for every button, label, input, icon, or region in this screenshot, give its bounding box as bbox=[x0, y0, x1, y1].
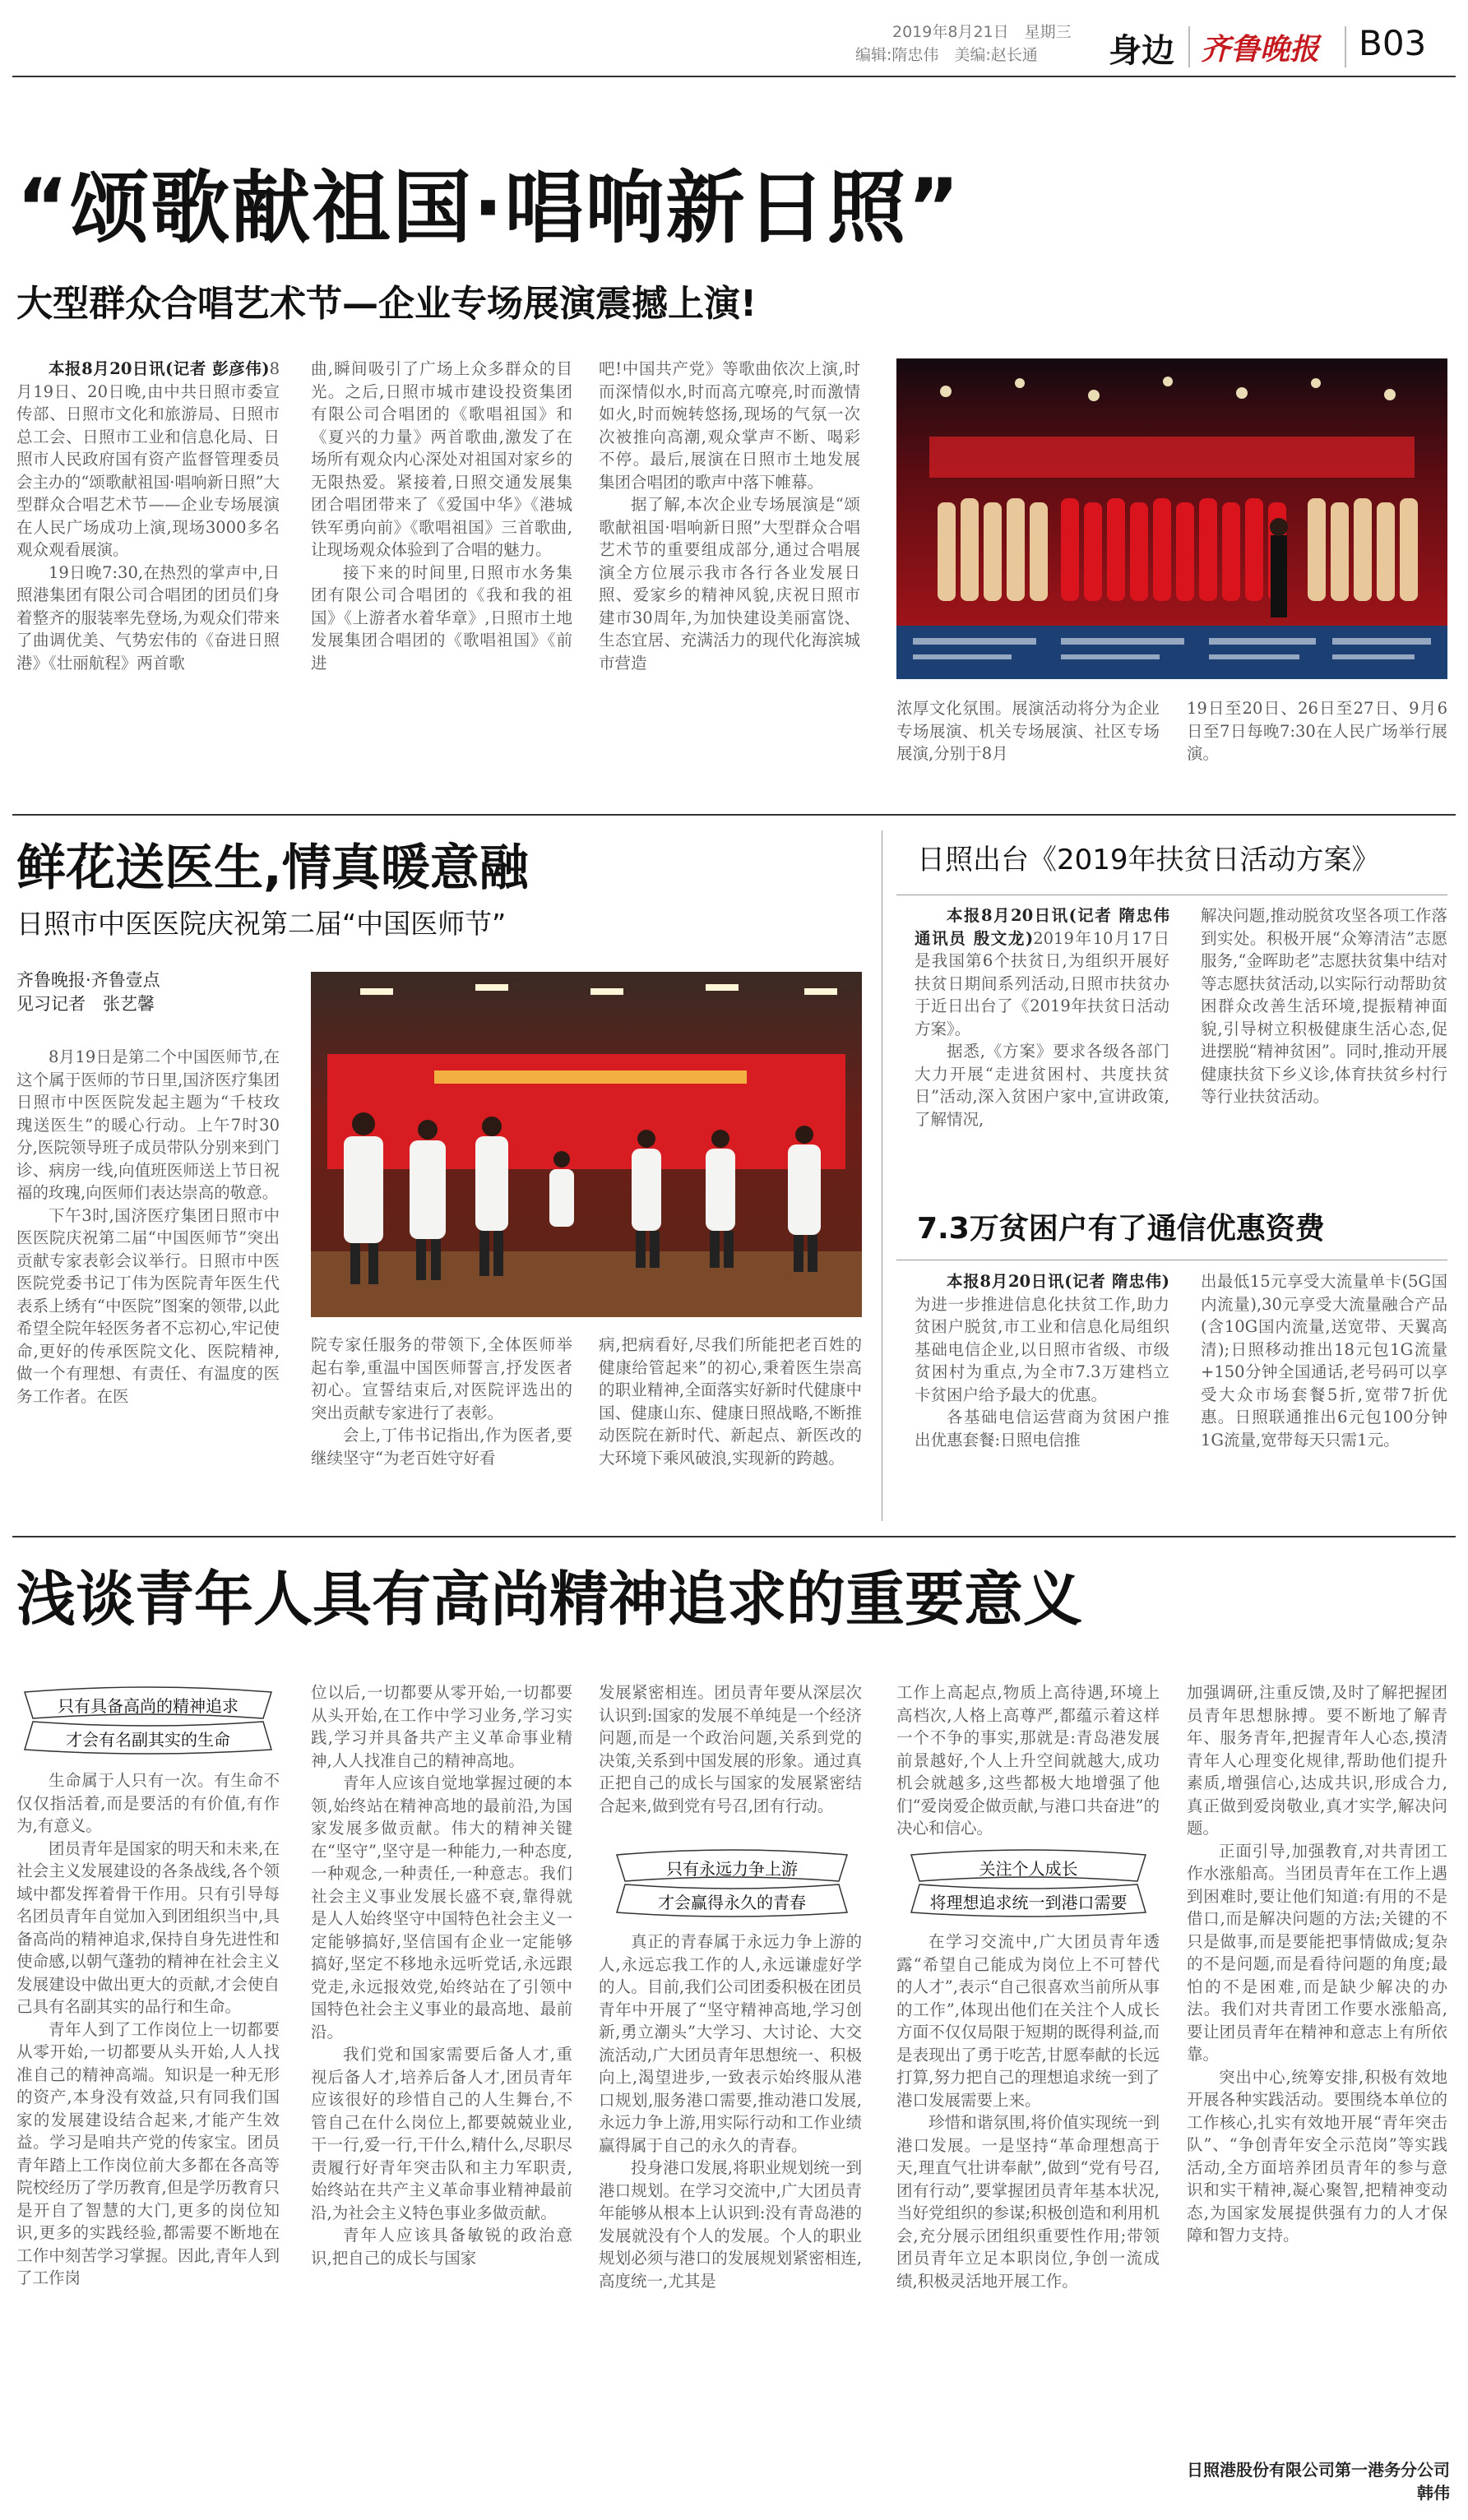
article3-c1b: 据悉,《方案》要求各级各部门大力开展“走进贫困村、共度扶贫日”活动,深入贫困户家中,宣讲政策,了解情况, bbox=[915, 1042, 1169, 1129]
article5-title: 浅谈青年人具有高尚精神追求的重要意义 bbox=[16, 1565, 1083, 1634]
ribbon2-line1: 只有永远力争上游 bbox=[666, 1859, 798, 1879]
article5-c4: 工作上高起点,物质上高待遇,环境上高档次,人格上高尊严,都蕴示着这样一个不争的事实,那就是:青岛港发展前景越好,个人上升空间就越大,成功机会就越多,这些都极大地增强了他们“爱岗爱企做贡献,与港口共奋进”的决心和信心。 bbox=[896, 1683, 1160, 1838]
article1-col2 bbox=[311, 358, 572, 806]
article5-c2c: 我们党和国家需要后备人才,重视后备人才,培养后备人才,团员青年应该很好的珍惜自己的人生舞台,不管自己在什么岗位上,都要兢兢业业,干一行,爱一行,干什么,精什么,尽职尽责履行好青年突击队和主力军职责,始终站在共产主义革命事业精神最前沿,为社会主义特色事业多做贡献。 bbox=[311, 2045, 572, 2222]
article5-c3b: 真正的青春属于永远力争上游的人,永远忘我工作的人,永远谦虚好学的人。目前,我们公司团委积极在团员青年中开展了“坚守精神高地,学习创新,勇立潮头”大学习、大讨论、大交流活动,广大团员青年思想统一、积极向上,渴望进步,一致表示始终服从港口规划,服务港口需要,推动港口发展,永远力争上游,用实际行动和工作业绩赢得属于自己的永久的青春。 bbox=[599, 1932, 862, 2155]
article5-col5 bbox=[1187, 1681, 1447, 2454]
article5-c2d: 青年人应该具备敏锐的政治意识,把自己的成长与国家 bbox=[311, 2226, 572, 2268]
ribbon-heading-1 bbox=[16, 1685, 280, 1755]
header-editors: 编辑:隋忠伟 美编:赵长通 bbox=[855, 46, 1038, 64]
article4-col1 bbox=[915, 1270, 1169, 1521]
article3-c2: 解决问题,推动脱贫攻坚各项工作落到实处。积极开展“众筹清洁”志愿服务,“金晖助老”志愿扶贫集中结对等志愿扶贫活动,以实际行动帮助贫困群众改善生活环境,提振精神面貌,引导树立积极健康生活心态,促进摆脱“精神贫困”。同时,推动开展健康扶贫下乡义诊,体育扶贫乡村行等行业扶贫活动。 bbox=[1201, 906, 1447, 1106]
article1-c4: 浓厚文化氛围。展演活动将分为企业专场展演、机关专场展演、社区专场展演,分别于8月 bbox=[896, 699, 1160, 763]
header-divider-2 bbox=[1345, 26, 1346, 67]
article2-col3 bbox=[599, 1334, 862, 1523]
article2-byline: 齐鲁晚报·齐鲁壹点 见习记者 张艺馨 bbox=[16, 970, 160, 1014]
article3-c1: 2019年10月17日是我国第6个扶贫日,为组织开展好扶贫日期间系列活动,日照市扶贫办于近日出台了《2019年扶贫日活动方案》。 bbox=[915, 928, 1169, 1038]
article4-col2 bbox=[1201, 1270, 1447, 1521]
article1-c5: 19日至20日、26日至27日、9月6日至7日每晚7:30在人民广场举行展演。 bbox=[1187, 699, 1447, 763]
article1-p2: 19日晚7:30,在热烈的掌声中,日照港集团有限公司合唱团的团员们身着整齐的服装率先登场,为观众们带来了曲调优美、气势宏伟的《奋进日照港》《壮丽航程》两首歌 bbox=[16, 562, 280, 673]
article5-col4a bbox=[896, 1681, 1160, 1842]
article5-c3c: 投身港口发展,将职业规划统一到港口规划。在学习交流中,广大团员青年能够从根本上认识到:没有青岛港的发展就没有个人的发展。个人的职业规划必须与港口的发展规划紧密相连,高度统一,尤其是 bbox=[599, 2158, 862, 2291]
header-date: 2019年8月21日 星期三 bbox=[892, 23, 1072, 41]
article2-col2 bbox=[311, 1334, 572, 1523]
article4-c2: 出最低15元享受大流量单卡(5G国内流量),30元享受大流量融合产品(含10G国内流量,送宽带、天翼高清);日照移动推出18元包1G流量+150分钟全国通话,老号码可以享受大众市场套餐5折,宽带7折优惠。日照联通推出6元包100分钟1G流量,宽带每天只需1元。 bbox=[1201, 1272, 1447, 1450]
article4-c1: 为进一步推进信息化扶贫工作,助力贫困户脱贫,市工业和信息化局组织基础电信企业,以日照市省级、市级贫困村为重点,为全市7.3万建档立卡贫困户给予最大的优惠。 bbox=[915, 1294, 1169, 1404]
article3-col1 bbox=[915, 904, 1169, 1192]
article1-c3: 吧!中国共产党》等歌曲依次上演,时而深情似水,时而高亢嘹亮,时而激情如火,时而婉转悠扬,现场的气氛一次次被推向高潮,观众掌声不断、喝彩不停。最后,展演在日照市土地发展集团合唱团的歌声中落下帷幕。 bbox=[599, 359, 860, 492]
ribbon3-line1: 关注个人成长 bbox=[979, 1859, 1078, 1879]
article5-c1: 生命属于人只有一次。有生命不仅仅指活着,而是要活的有价值,有作为,有意义。 bbox=[16, 1771, 280, 1835]
doctors-photo bbox=[311, 972, 862, 1317]
ribbon2-line2: 才会赢得永久的青春 bbox=[658, 1893, 806, 1912]
article5-c5b: 正面引导,加强教育,对共青团工作水涨船高。当团员青年在工作上遇到困难时,要让他们知道:有用的不是借口,而是解决问题的方法;关键的不只是做事,而是要能把事情做成;复杂的不是问题,而是看待问题的角度;最怕的不是困难,而是缺少解决的办法。我们对共青团工作要水涨船高,要让团员青年在精神和意志上有所依靠。 bbox=[1187, 1841, 1447, 2064]
article3-byline: 本报8月20日讯(记者 隋忠伟 通讯员 殷文龙) bbox=[915, 906, 1169, 948]
ribbon1-line1: 只有具备高尚的精神追求 bbox=[58, 1696, 238, 1716]
section-rule-2 bbox=[12, 1536, 1456, 1537]
article5-c2: 位以后,一切都要从零开始,一切都要从头开始,在工作中学习业务,学习实践,学习并具备共产主义革命事业精神,人人找准自己的精神高地。 bbox=[311, 1683, 572, 1770]
article2-c1: 8月19日是第二个中国医师节,在这个属于医师的节日里,国济医疗集团日照市中医医院发起主题为“千枝玫瑰送医生”的暖心行动。上午7时30分,医院领导班子成员带队分别来到门诊、病房一线,向值班医师送上节日祝福的玫瑰,向医师们表达崇高的敬意。 bbox=[16, 1047, 280, 1202]
article5-col4b bbox=[896, 1930, 1160, 2509]
ribbon-heading-3 bbox=[903, 1848, 1154, 1917]
article2-c3: 病,把病看好,尽我们所能把老百姓的健康给管起来”的初心,秉着医生崇高的职业精神,全面落实好新时代健康中国、健康山东、健康日照战略,不断推动医院在新时代、新起点、新医改的大环境下乘风破浪,实现新的跨越。 bbox=[599, 1335, 862, 1468]
article5-col1 bbox=[16, 1769, 280, 2509]
page-number: B03 bbox=[1359, 23, 1427, 63]
article1-c3b: 据了解,本次企业专场展演是“颂歌献祖国·唱响新日照”大型群众合唱艺术节的重要组成部分,通过合唱展演全方位展示我市各行各业发展日照、爱家乡的精神风貌,庆祝日照市建市30周年,为加快建设美丽富饶、生态宜居、充满活力的现代化海滨城市营造 bbox=[599, 495, 860, 673]
article2-title: 鲜花送医生,情真暖意融 bbox=[16, 839, 529, 897]
article1-title: “颂歌献祖国·唱响新日照” bbox=[16, 162, 961, 254]
article1-col5 bbox=[1187, 697, 1447, 806]
article5-c1b: 团员青年是国家的明天和未来,在社会主义发展建设的各条战线,各个领域中都发挥着骨干作用。只有引导每名团员青年自觉加入到团组织当中,具备高尚的精神追求,保持自身先进性和使命感,以朝气蓬勃的精神在社会主义发展建设中做出更大的贡献,才会使自己具有名副其实的品行和生命。 bbox=[16, 1838, 280, 2016]
newspaper-logo: 齐鲁晚报 bbox=[1201, 32, 1320, 67]
article1-subtitle: 大型群众合唱艺术节—企业专场展演震撼上演! bbox=[16, 283, 757, 325]
article5-c5: 加强调研,注重反馈,及时了解把握团员青年思想脉搏。要不断地了解青年、服务青年,把握青年人心态,摸清青年人心理变化规律,帮助他们提升素质,增强信心,达成共识,形成合力,真正做到爱岗敬业,真才实学,解决问题。 bbox=[1187, 1683, 1447, 1838]
article4-c1b: 各基础电信运营商为贫困户推出优惠套餐:日照电信推 bbox=[915, 1408, 1169, 1450]
article1-col3 bbox=[599, 358, 860, 806]
section-rule-1 bbox=[12, 814, 1456, 816]
article2-c1b: 下午3时,国济医疗集团日照市中医医院庆祝第二届“中国医师节”突出贡献专家表彰会议举行。日照市中医医院党委书记丁伟为医院青年医生代表系上绣有“中医院”图案的领带,以此希望全院年轻医务者不忘初心,牢记使命,更好的传承医院文化、医院精神,做一个有理想、有责任、有温度的医务工作者。在医 bbox=[16, 1205, 280, 1406]
article5-c2b: 青年人应该自觉地掌握过硬的本领,始终站在精神高地的最前沿,为国家发展多做贡献。伟大的精神关键在“坚守”,坚守是一种能力,一种态度,一种观念,一种责任,一种意志。我们社会主义事业发展长盛不衰,靠得就是人人始终坚守中国特色社会主义一定能够搞好,坚信国有企业一定能够搞好,坚定不移地永远听党话,永远跟党走,永远报效党,始终站在了引领中国特色社会主义事业的最高地、最前沿。 bbox=[311, 1773, 572, 2041]
ribbon3-line2: 将理想追求统一到港口需要 bbox=[929, 1893, 1128, 1912]
article2-c2: 院专家任服务的带领下,全体医师举起右拳,重温中国医师誓言,抒发医者初心。宣誓结束后,对医院评选出的突出贡献专家进行了表彰。 bbox=[311, 1335, 572, 1422]
article5-c4b: 在学习交流中,广大团员青年透露“希望自己能成为岗位上不可替代的人才”,表示“自己很喜欢当前所从事的工作”,体现出他们在关注个人成长方面不仅仅局限于短期的既得利益,而是表现出了勇于吃苦,甘愿奉献的长远打算,努力把自己的理想追求统一到了港口发展需要上来。 bbox=[896, 1932, 1160, 2110]
article2-col1 bbox=[16, 1046, 280, 1523]
article5-c5c: 突出中心,统筹安排,积极有效地开展各种实践活动。要围绕本单位的工作核心,扎实有效地开展“青年突击队”、“争创青年安全示范岗”等实践活动,全方面培养团员青年的参与意识和实干精神,凝心聚智,把精神变动态,为国家发展提供强有力的人才保障和智力支持。 bbox=[1187, 2067, 1447, 2245]
article1-c2b: 接下来的时间里,日照市水务集团有限公司合唱团的《我和我的祖国》《上游者水着华章》,日照市土地发展集团合唱团的《歌唱祖国》《前进 bbox=[311, 562, 572, 673]
header-section: 身边 bbox=[1109, 32, 1174, 70]
header-rule bbox=[12, 76, 1456, 77]
article2-subtitle: 日照市中医医院庆祝第二届“中国医师节” bbox=[16, 908, 507, 940]
article1-col4 bbox=[896, 697, 1160, 806]
article1-c2: 曲,瞬间吸引了广场上众多群众的目光。之后,日照市城市建设投资集团有限公司合唱团的《歌唱祖国》和《夏兴的力量》两首歌曲,激发了在场所有观众内心深处对祖国对家乡的无限热爱。紧接着,日照交通发展集团合唱团带来了《爱国中华》《港城铁军勇向前》《歌唱祖国》三首歌曲,让现场观众体验到了合唱的魅力。 bbox=[311, 359, 572, 559]
article2-c2b: 会上,丁伟书记指出,作为医者,要继续坚守“为老百姓守好看 bbox=[311, 1426, 572, 1468]
article1-col1 bbox=[16, 358, 280, 806]
article1-p1: 8月19日、20日晚,由中共日照市委宣传部、日照市文化和旅游局、日照市总工会、日照市工业和信息化局、日照市人民政府国有资产监督管理委员会主办的“颂歌献祖国·唱响新日照”大型群众合唱艺术节——企业专场展演在人民广场成功上演,现场3000多名观众观看展演。 bbox=[16, 359, 280, 559]
choir-photo bbox=[896, 358, 1447, 679]
ribbon1-line2: 才会有名副其实的生命 bbox=[66, 1730, 230, 1750]
article5-c1c: 青年人到了工作岗位上一切都要从零开始,一切都要从头开始,人人找准自己的精神高端。知识是一种无形的资产,本身没有效益,只有同我们国家的发展建设结合起来,才能产生效益。学习是咱共产党的传家宝。团员青年踏上工作岗位前大多都在各高等院校经历了学历教育,但是学历教育只是开自了智慧的大门,更多的岗位知识,更多的实践经验,都需要不断地在工作中刻苦学习掌握。因此,青年人到了工作岗 bbox=[16, 2019, 280, 2287]
article5-col3a bbox=[599, 1681, 862, 1842]
article5-c3: 发展紧密相连。团员青年要从深层次认识到:国家的发展不单纯是一个经济问题,而是一个政治问题,关系到党的决策,关系到中国发展的形象。通过真正把自己的成长与国家的发展紧密结合起来,做到党有号召,团有行动。 bbox=[599, 1683, 862, 1815]
article1-byline: 本报8月20日讯(记者 彭彦伟) bbox=[49, 359, 270, 378]
article5-col3b bbox=[599, 1930, 862, 2509]
article5-signature: 日照港股份有限公司第一港务分公司 韩伟 bbox=[1187, 2460, 1466, 2503]
article4-title: 7.3万贫困户有了通信优惠资费 bbox=[917, 1212, 1325, 1246]
ribbon-heading-2 bbox=[609, 1848, 855, 1917]
article5-col2 bbox=[311, 1681, 572, 2509]
header-divider-1 bbox=[1188, 26, 1190, 67]
article5-c4c: 珍惜和谐氛围,将价值实现统一到港口发展。一是坚持“革命理想高于天,理直气壮讲奉献”,做到“党有号召,团有行动”,要掌握团员青年基本状况,当好党组织的参谋;积极创造和利用机会,充分展示团组织重要性作用;带领团员青年立足本职岗位,争创一流成绩,积极灵活地开展工作。 bbox=[896, 2113, 1160, 2291]
article3-title: 日照出台《2019年扶贫日活动方案》 bbox=[917, 844, 1380, 876]
article3-col2 bbox=[1201, 904, 1447, 1192]
article4-byline: 本报8月20日讯(记者 隋忠伟) bbox=[947, 1272, 1169, 1291]
